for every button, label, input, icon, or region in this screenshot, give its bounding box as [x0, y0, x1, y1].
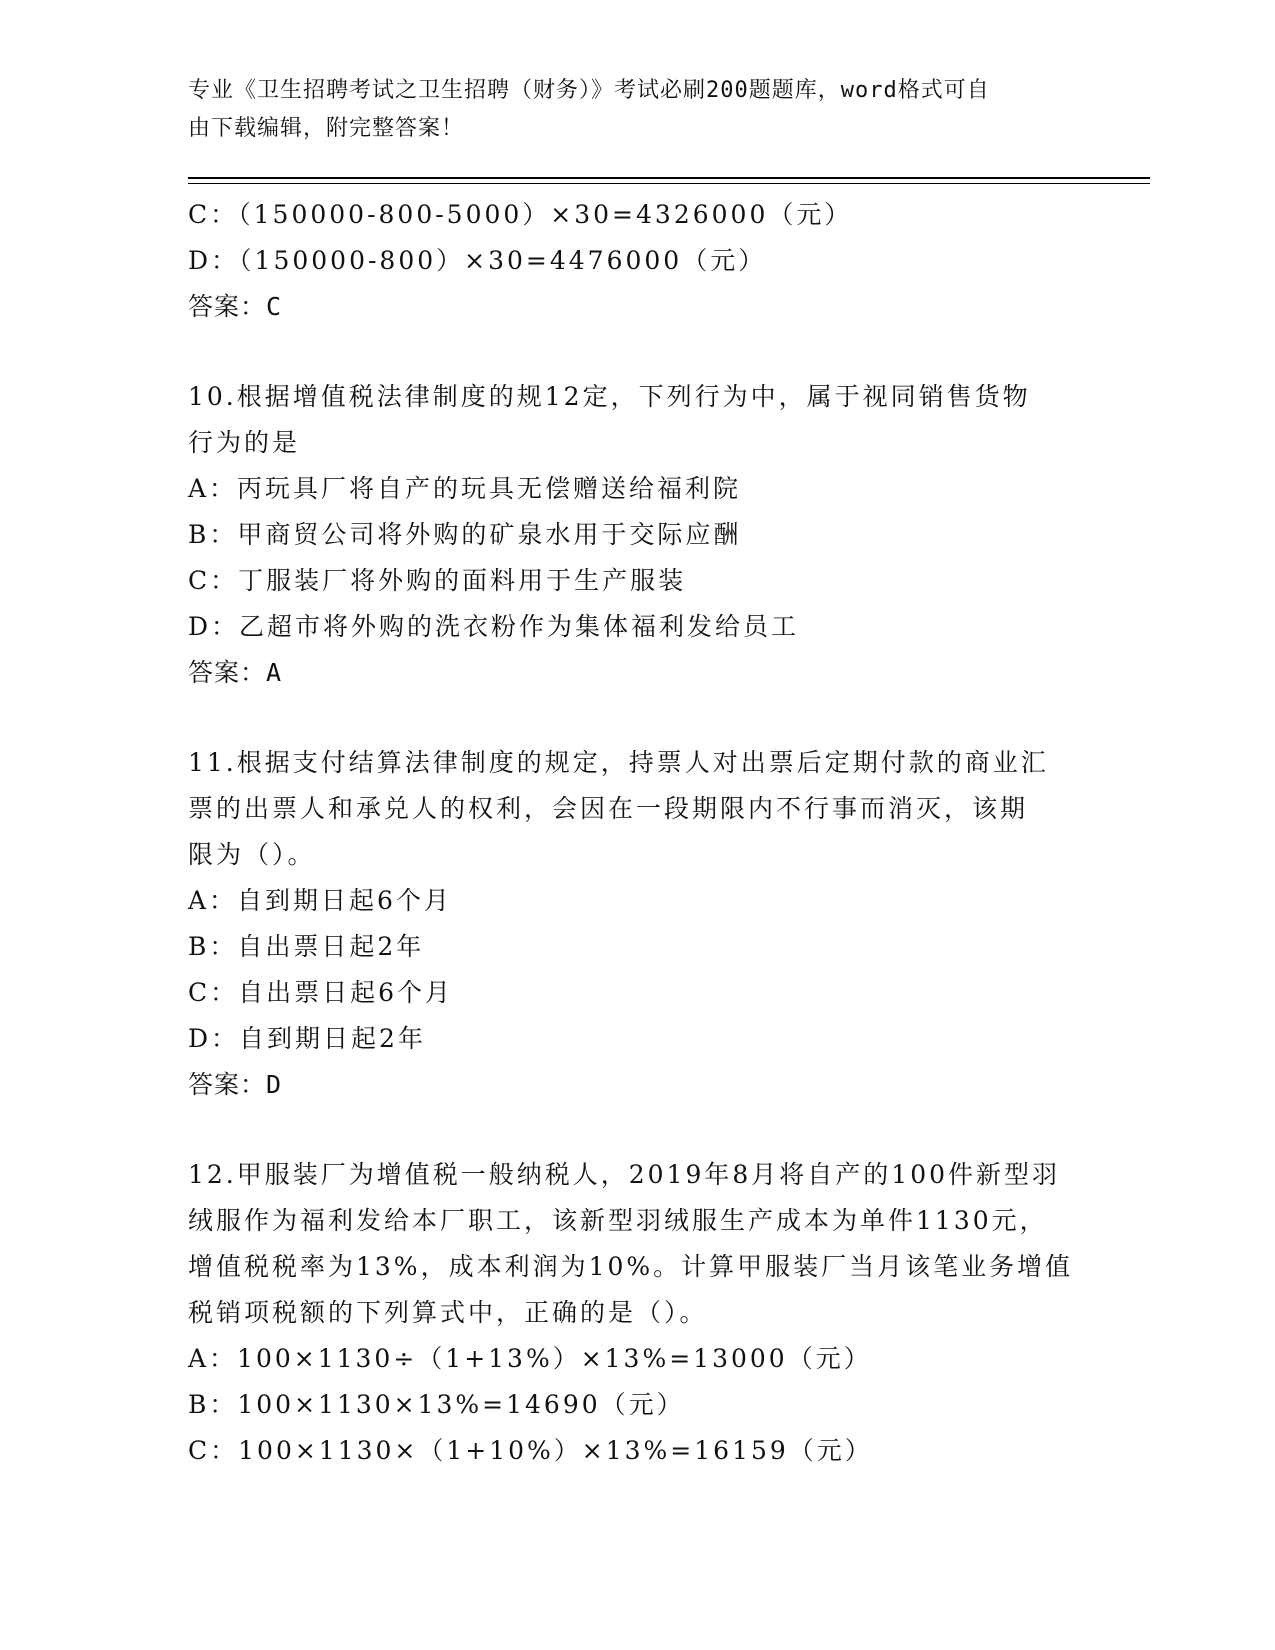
option-a: A：丙玩具厂将自产的玩具无偿赠送给福利院 — [188, 474, 742, 503]
answer-line: 答案：C — [188, 292, 283, 321]
question-text-line: 10.根据增值税法律制度的规12定，下列行为中，属于视同销售货物 — [188, 382, 1031, 411]
option-c: C：100×1130×（1+10%）×13%=16159（元） — [188, 1436, 873, 1465]
option-d: D：乙超市将外购的洗衣粉作为集体福利发给员工 — [188, 612, 800, 641]
question-text-line: 绒服作为福利发给本厂职工，该新型羽绒服生产成本为单件1130元， — [188, 1206, 1048, 1235]
option-b: B：自出票日起2年 — [188, 932, 425, 961]
header-rule-thick — [188, 177, 1150, 179]
question-block-10 — [188, 374, 1088, 696]
answer-line: 答案：D — [188, 1070, 283, 1099]
option-d: D：（150000-800）×30=4476000（元） — [188, 246, 767, 275]
block-spacer — [188, 330, 1088, 374]
option-b: B：甲商贸公司将外购的矿泉水用于交际应酬 — [188, 520, 742, 549]
answer-line: 答案：A — [188, 658, 283, 687]
option-a: A：100×1130÷（1+13%）×13%=13000（元） — [188, 1344, 872, 1373]
question-text-line: 限为（）。 — [188, 840, 316, 869]
header-title-line-1: 专业《卫生招聘考试之卫生招聘（财务）》考试必刷200题题库，word格式可自 — [188, 78, 990, 103]
question-text-line: 税销项税额的下列算式中，正确的是（）。 — [188, 1298, 708, 1327]
block-spacer — [188, 696, 1088, 740]
block-spacer — [188, 1108, 1088, 1152]
header-title-line-2: 由下载编辑，附完整答案！ — [188, 116, 465, 141]
option-a: A：自到期日起6个月 — [188, 886, 452, 915]
question-block-12 — [188, 1152, 1088, 1474]
option-b: B：100×1130×13%=14690（元） — [188, 1390, 685, 1419]
question-block-previous — [188, 192, 1088, 330]
question-text-line: 12.甲服装厂为增值税一般纳税人，2019年8月将自产的100件新型羽 — [188, 1160, 1061, 1189]
question-text-line: 行为的是 — [188, 428, 301, 457]
option-d: D：自到期日起2年 — [188, 1024, 426, 1053]
header-rule-thin — [188, 183, 1150, 184]
option-c: C：（150000-800-5000）×30=4326000（元） — [188, 200, 853, 229]
question-text-line: 增值税税率为13%，成本利润为10%。计算甲服装厂当月该笔业务增值 — [188, 1252, 1074, 1281]
question-text-line: 票的出票人和承兑人的权利，会因在一段期限内不行事而消灭，该期 — [188, 794, 1029, 823]
question-block-11 — [188, 740, 1088, 1108]
document-body — [188, 192, 1088, 1474]
option-c: C：自出票日起6个月 — [188, 978, 454, 1007]
question-text-line: 11.根据支付结算法律制度的规定，持票人对出票后定期付款的商业汇 — [188, 748, 1049, 777]
document-header — [188, 72, 1068, 148]
option-c: C：丁服装厂将外购的面料用于生产服装 — [188, 566, 687, 595]
